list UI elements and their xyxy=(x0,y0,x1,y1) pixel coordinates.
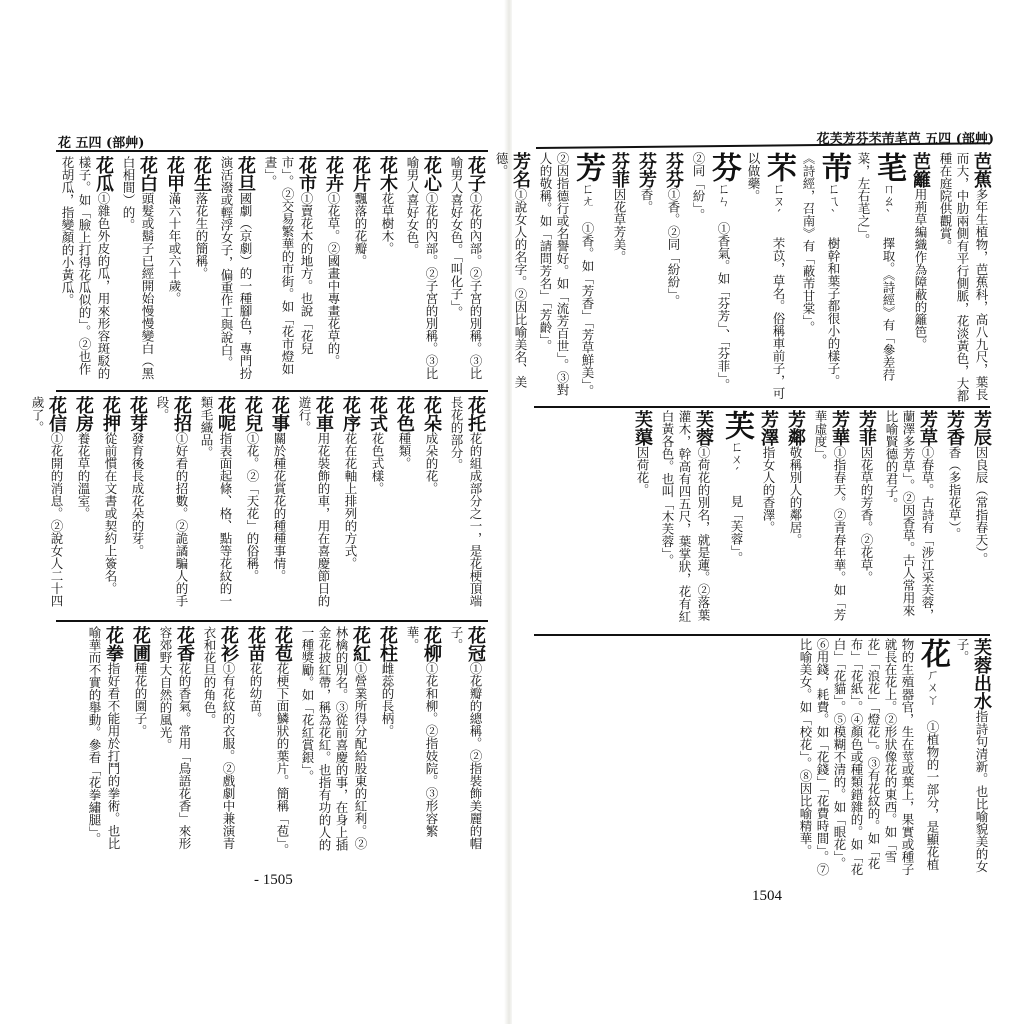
entry-definition: ①香。②同「紛紛」。 xyxy=(666,188,681,307)
entry-definition: 因良辰（常指春天）。 xyxy=(974,446,989,565)
dictionary-entry xyxy=(157,626,195,856)
entry-definition: 花的幼苗。 xyxy=(248,662,263,725)
entry-definition: ①有花紋的衣服。②戲劇中兼演青衣和花旦的角色。 xyxy=(202,626,236,850)
entry-definition: ①好看的招數。②詭譎騙人的手段。 xyxy=(155,396,189,607)
right-page xyxy=(494,0,1024,1024)
entry-definition: ①花。②「天花」的俗稱。 xyxy=(245,432,260,582)
entry-definition: 用花裝飾的車，用在喜慶節日的遊行。 xyxy=(297,396,331,607)
entry-headword: 花香 xyxy=(174,626,195,662)
entry-headword: 花紅 xyxy=(350,626,371,662)
entry-definition: 種花的園子。 xyxy=(133,662,148,737)
dictionary-entry xyxy=(421,396,442,614)
entry-definition: 指表面起條、格、點等花紋的一類毛織品。 xyxy=(199,396,233,607)
entry-headword: 芣 xyxy=(761,152,796,182)
band-divider xyxy=(534,406,990,408)
columns xyxy=(494,152,992,402)
dictionary-entry xyxy=(636,152,657,402)
dictionary-entry xyxy=(758,410,779,628)
entry-headword: 芬菲 xyxy=(609,152,630,188)
entry-headword: 花木 xyxy=(377,156,398,192)
entry-definition: 敬稱別人的鄰居。 xyxy=(788,446,803,546)
entry-headword: 花事 xyxy=(269,396,290,432)
entry-definition: 花在花軸上排列的方式。 xyxy=(343,432,358,570)
dictionary-entry xyxy=(59,156,114,382)
entry-headword: 芳辰 xyxy=(971,410,992,446)
entry-band-bottom xyxy=(512,638,1024,880)
band-divider xyxy=(56,620,488,622)
columns xyxy=(56,626,486,856)
dictionary-entry xyxy=(120,156,158,382)
entry-headword: 芳草 xyxy=(917,410,938,446)
dictionary-entry xyxy=(269,396,290,614)
dictionary-entry xyxy=(218,156,256,382)
entry-definition: ㄏㄨㄚ ①植物的一部分，是顯花植物的生殖器官，生在莖或葉上，果實或種子就長在花上。②形狀像花的東西。如「雪花」「浪花」「燈花」。③有花紋的。如「花布」「花紙」。④顏色或種類錯雜的。如「花白」「花貓」。⑤模糊不清的。如「眼花」。⑥用錢，耗費。如「花錢」「花費時間」。⑦比喻美女。如「校花」。⑧因比喻精華。 xyxy=(798,638,940,876)
entry-definition: ①花和柳。②指妓院。③形容繁華。 xyxy=(405,626,439,837)
dictionary-entry xyxy=(154,396,192,614)
entry-definition: 花色式樣。 xyxy=(370,432,385,495)
entry-headword: 芳香 xyxy=(944,410,965,446)
dictionary-entry xyxy=(394,396,415,614)
dictionary-entry xyxy=(73,396,94,614)
entry-definition: 香。 xyxy=(639,188,654,213)
dictionary-entry xyxy=(377,626,398,856)
entry-headword: 花房 xyxy=(73,396,94,432)
entry-headword: 花片 xyxy=(350,156,371,192)
dictionary-entry xyxy=(800,152,849,402)
entry-headword: 花圃 xyxy=(130,626,151,662)
entry-definition: ①雜色外皮的瓜，用來形容斑駁的樣子。如「臉上打得花瓜似的」。②也作花胡瓜，指變顏的小黃瓜。 xyxy=(60,156,111,380)
left-page xyxy=(0,0,506,1024)
dictionary-entry xyxy=(937,152,992,402)
entry-headword: 花色 xyxy=(394,396,415,432)
dictionary-entry xyxy=(323,156,344,382)
entry-definition: 多年生植物，芭蕉科，高八九尺，葉長而大，中肋兩側有平行側脈，花淡黃色，大都種在庭院供觀賞。 xyxy=(938,152,989,402)
entry-headword: 花白 xyxy=(137,156,158,192)
entry-definition: 香（多指花草）。 xyxy=(947,446,962,540)
entry-headword: 花衫 xyxy=(218,626,239,662)
entry-definition: ①營業所得分配給股東的紅利。②林檎的別名。③從前喜慶的事，在身上插金花披紅帶，稱為花紅。也指有功的人的一種獎勵。如「花紅賞銀」。 xyxy=(300,626,368,851)
dictionary-entry xyxy=(242,396,263,614)
dictionary-entry xyxy=(367,396,388,614)
entry-definition: 雌蕊的長柄。 xyxy=(380,662,395,737)
entry-band-middle xyxy=(0,396,506,614)
dictionary-entry xyxy=(191,156,212,382)
entry-definition: ①指春天。②青春年華。如「芳華虛度」。 xyxy=(813,410,847,621)
entry-band-middle xyxy=(512,410,1024,628)
dictionary-entry xyxy=(448,396,486,614)
entry-headword: 花芽 xyxy=(127,396,148,432)
dictionary-entry xyxy=(971,410,992,628)
entry-headword: 花卉 xyxy=(323,156,344,192)
entry-headword: 花冠 xyxy=(465,626,486,662)
dictionary-entry xyxy=(29,396,67,614)
entry-definition: 花梗下面鱗狀的葉片。簡稱「苞」。 xyxy=(275,662,290,856)
dictionary-entry xyxy=(632,410,653,628)
entry-headword: 花苗 xyxy=(245,626,266,662)
entry-band-top xyxy=(494,152,1024,402)
entry-definition: ①花瓣的總稱。②指裝飾美麗的帽子。 xyxy=(449,626,483,850)
columns xyxy=(30,396,486,614)
entry-headword: 芳 xyxy=(570,152,605,182)
entry-headword: 花柳 xyxy=(421,626,442,662)
dictionary-entry xyxy=(198,396,236,614)
entry-definition: 用荊草編織作為障蔽的籬笆。 xyxy=(913,188,928,351)
entry-headword: 花式 xyxy=(367,396,388,432)
entry-headword: 花兒 xyxy=(242,396,263,432)
entry-definition: ①花的內部。②子宮的別稱。③比喻男人喜好女色。「叫化子」。 xyxy=(449,156,483,380)
entry-definition: 指好看不能用於打鬥的拳術。也比喻華而不實的舉動。參看「花拳繡腿」。 xyxy=(87,626,121,850)
entry-headword: 花呢 xyxy=(215,396,236,432)
entry-definition: 成朵的花。 xyxy=(424,432,439,495)
entry-definition: 因花草的芳香。②花草。 xyxy=(859,446,874,584)
dictionary-entry xyxy=(690,152,739,402)
entry-headword: 花子 xyxy=(465,156,486,192)
entry-headword: 花甲 xyxy=(164,156,185,192)
entry-definition: ①說女人的名字。②因比喻美名、美德。 xyxy=(494,152,528,388)
dictionary-entry xyxy=(745,152,794,402)
entry-definition: 飄落的花瓣。 xyxy=(353,192,368,267)
dictionary-entry xyxy=(944,410,965,628)
dictionary-entry xyxy=(245,626,266,856)
entry-definition: 因荷花。 xyxy=(635,446,650,496)
entry-headword: 花旦 xyxy=(235,156,256,192)
entry-band-bottom xyxy=(0,626,506,856)
dictionary-entry xyxy=(100,396,121,614)
dictionary-entry xyxy=(785,410,806,628)
entry-headword: 芙 xyxy=(719,410,754,440)
entry-definition: 花的香氣。常用「鳥語花香」來形容郊野大自然的風光。 xyxy=(158,626,192,850)
band-divider xyxy=(56,390,488,392)
entry-definition: 發育後長成花朵的芽。 xyxy=(130,432,145,557)
dictionary-entry xyxy=(883,410,938,628)
entry-definition: ㄈㄤ ①香。如「芳香」「芳草鮮美」。②因指德行或名譽好。如「流芳百世」。③對人的敬稱。如「請問芳名」「芳齡」。 xyxy=(538,152,595,397)
entry-headword: 芭蕉 xyxy=(971,152,992,188)
dictionary-entry xyxy=(262,156,317,382)
entry-headword: 芾 xyxy=(816,152,851,182)
entry-headword: 花車 xyxy=(313,396,334,432)
dictionary-entry xyxy=(720,410,752,628)
dictionary-entry xyxy=(493,152,531,402)
entry-headword: 芙蓉 xyxy=(693,410,714,446)
dictionary-entry xyxy=(797,638,948,880)
entry-definition: ①花草。②國畫中專畫花草的。 xyxy=(326,192,341,367)
band-divider xyxy=(534,634,990,636)
entry-headword: 花招 xyxy=(171,396,192,432)
dictionary-entry xyxy=(272,626,293,856)
entry-headword: 芳鄰 xyxy=(785,410,806,446)
entry-headword: 芬 xyxy=(706,152,741,182)
entry-definition: 種類。 xyxy=(397,432,412,470)
entry-headword: 花心 xyxy=(421,156,442,192)
entry-headword: 花信 xyxy=(46,396,67,432)
dictionary-entry xyxy=(448,626,486,856)
dictionary-entry xyxy=(299,626,371,856)
entry-definition: ①花開的消息。②說女人二十四歲了。 xyxy=(30,396,64,607)
dictionary-entry xyxy=(448,156,486,382)
dictionary-entry xyxy=(201,626,239,856)
entry-band-top xyxy=(0,156,506,382)
entry-headword: 芙蕖 xyxy=(632,410,653,446)
entry-definition: 國劇（京劇）的一種腳色，專門扮演活潑或輕浮女子，偏重作工與說白。 xyxy=(219,156,253,380)
entry-headword: 芳華 xyxy=(829,410,850,446)
entry-definition: 從前慣在文書或契約上簽名。 xyxy=(103,432,118,595)
dictionary-entry xyxy=(340,396,361,614)
columns xyxy=(56,156,486,382)
dictionary-entry xyxy=(377,156,398,382)
entry-definition: 因花草芳美。 xyxy=(612,188,627,263)
entry-definition: ①賣花木的地方。也說「花兒市」。②交易繁華的市街。如「花市燈如晝」。 xyxy=(263,156,314,375)
dictionary-entry xyxy=(609,152,630,402)
entry-definition: ①荷花的別名，就是蓮。②落葉灌木，幹高有四五尺，葉掌狀，花有紅白黃各色。也叫「木芙蓉」。 xyxy=(660,410,711,623)
dictionary-entry xyxy=(855,152,904,402)
dictionary-entry xyxy=(910,152,931,402)
entry-headword: 芬芳 xyxy=(636,152,657,188)
dictionary-entry xyxy=(130,626,151,856)
entry-headword: 芙蓉出水 xyxy=(971,638,992,710)
running-head: 花芙芳芬芣芾芼芭 五四 (部艸) xyxy=(816,132,994,147)
entry-definition: 花的組成部分之一，是花梗頂端長花的部分。 xyxy=(449,396,483,607)
dictionary-entry xyxy=(663,152,684,402)
entry-headword: 花苞 xyxy=(272,626,293,662)
dictionary-entry xyxy=(350,156,371,382)
dictionary-entry xyxy=(296,396,334,614)
dictionary-entry xyxy=(86,626,124,856)
entry-headword: 芼 xyxy=(871,152,906,182)
entry-headword: 芳名 xyxy=(510,152,531,188)
entry-headword: 花瓜 xyxy=(93,156,114,192)
entry-definition: ①春草。古詩有「涉江采芙蓉，蘭澤多芳草」。②因香草。古人常用來比喻賢德的君子。 xyxy=(884,410,935,621)
entry-headword: 花市 xyxy=(296,156,317,192)
entry-definition: 滿六十年或六十歲。 xyxy=(167,192,182,305)
entry-definition: 養花草的溫室。 xyxy=(76,432,91,520)
dictionary-entry xyxy=(659,410,714,628)
entry-definition: 花草樹木。 xyxy=(380,192,395,255)
entry-headword: 芭籬 xyxy=(910,152,931,188)
entry-headword: 芳澤 xyxy=(758,410,779,446)
dictionary-entry xyxy=(954,638,992,880)
dictionary-entry xyxy=(856,410,877,628)
dictionary-entry xyxy=(404,156,442,382)
page-number: 1504 xyxy=(752,888,782,904)
entry-headword: 花托 xyxy=(465,396,486,432)
entry-headword: 花序 xyxy=(340,396,361,432)
entry-definition: ㄇㄠˋ 擇取。《詩經》有「參差荇菜，左右芼之」。 xyxy=(856,152,896,381)
entry-definition: ㄈㄨˊ 見「芙蓉」。 xyxy=(729,440,744,564)
entry-headword: 花 xyxy=(915,638,950,668)
columns xyxy=(534,410,992,628)
running-head: 花 五四 (部艸) xyxy=(58,136,145,151)
entry-definition: 指女人的香澤。 xyxy=(761,446,776,534)
entry-headword: 芬芬 xyxy=(663,152,684,188)
dictionary-entry xyxy=(404,626,442,856)
entry-headword: 花押 xyxy=(100,396,121,432)
entry-headword: 花朵 xyxy=(421,396,442,432)
dictionary-entry xyxy=(164,156,185,382)
entry-definition: 指詩句清新。也比喻貌美的女子。 xyxy=(955,638,989,873)
entry-definition: 落花生的簡稱。 xyxy=(194,192,209,280)
entry-headword: 花拳 xyxy=(103,626,124,662)
entry-definition: ㄈㄟˋ 樹幹和葉子都很小的樣子。《詩經，召南》有「蔽芾甘棠」。 xyxy=(801,152,841,387)
entry-definition: ㄈㄣ ①香氣。如「芬芳」、「芬菲」。②同「紛」。 xyxy=(691,152,731,391)
columns xyxy=(534,638,992,880)
entry-headword: 芳菲 xyxy=(856,410,877,446)
dictionary-entry xyxy=(127,396,148,614)
page-number: - 1505 xyxy=(254,872,293,888)
entry-headword: 花柱 xyxy=(377,626,398,662)
entry-definition: ㄈㄡˊ 芣苡，草名。俗稱車前子，可以做藥。 xyxy=(746,152,786,400)
header-rule xyxy=(56,150,488,152)
entry-definition: 頭髮或鬍子已經開始慢慢變白（黑白相間）的。 xyxy=(121,156,155,380)
entry-definition: 關於種花賞花的種種事情。 xyxy=(272,432,287,582)
dictionary-entry xyxy=(537,152,603,402)
entry-definition: ①花的內部。②子宮的別稱。③比喻男人喜好女色。 xyxy=(405,156,439,380)
dictionary-entry xyxy=(812,410,850,628)
entry-headword: 花生 xyxy=(191,156,212,192)
